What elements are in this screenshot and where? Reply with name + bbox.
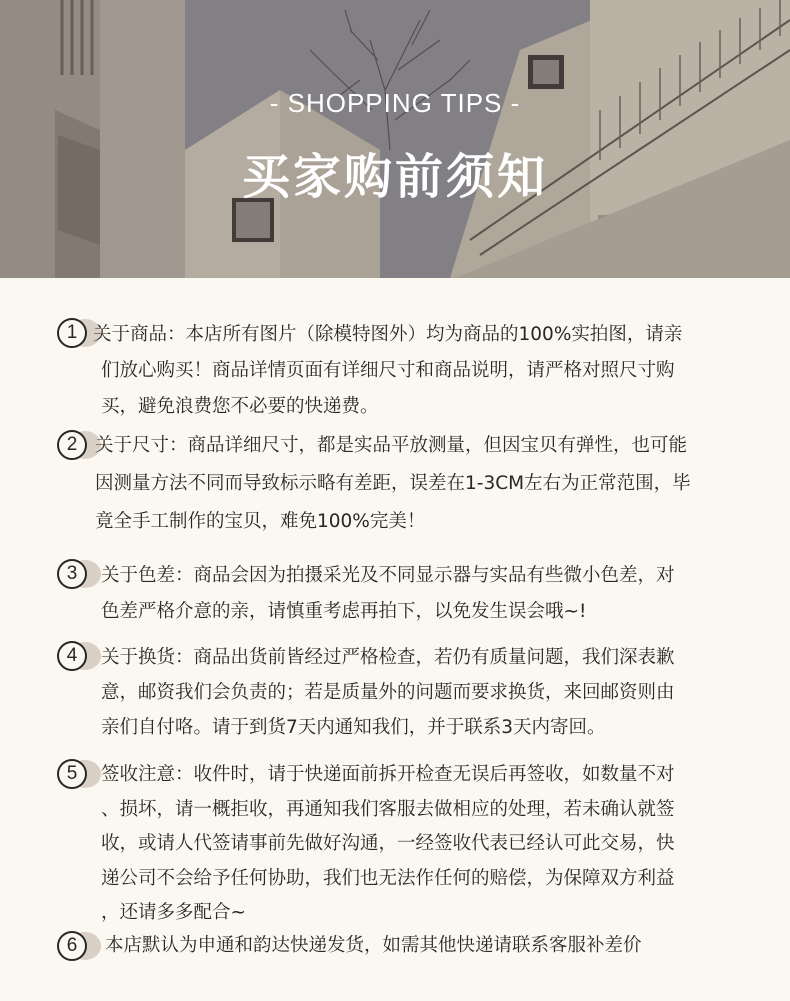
tip-line: 收，或请人代签请事前先做好沟通，一经签收代表已经认可此交易，快	[101, 833, 675, 854]
tip-number-badge: 4	[57, 641, 87, 671]
hero-banner	[0, 0, 790, 278]
tip-text	[93, 317, 753, 425]
tip-line: ，还请多多配合~	[101, 902, 247, 923]
tip-line: 意，邮资我们会负责的；若是质量外的问题而要求换货，来回邮资则由	[101, 682, 675, 703]
tip-text	[105, 929, 765, 963]
tip-line: 买，避免浪费您不必要的快递费。	[101, 396, 379, 417]
hero-title: 买家购前须知	[241, 149, 548, 205]
tip-text	[101, 558, 761, 630]
tip-text	[101, 640, 761, 745]
tip-line: 关于尺寸：商品详细尺寸，都是实品平放测量，但因宝贝有弹性，也可能	[95, 435, 688, 456]
tip-line: 本店默认为申通和韵达快递发货，如需其他快递请联系客服补差价	[105, 935, 642, 956]
tip-number-badge: 2	[57, 430, 87, 460]
tip-text	[95, 427, 755, 541]
tip-line: 色差严格介意的亲，请慎重考虑再拍下，以免发生误会哦~!	[101, 601, 587, 622]
tip-line: 递公司不会给予任何协助，我们也无法作任何的赔偿，为保障双方利益	[101, 867, 675, 889]
tip-number-badge: 1	[57, 318, 87, 348]
tip-number-badge: 6	[57, 931, 87, 961]
tip-line: 竟全手工制作的宝贝，难免100%完美！	[95, 511, 426, 532]
hero-subtitle: - SHOPPING TIPS -	[269, 88, 521, 118]
tip-line: 关于商品：本店所有图片（除模特图外）均为商品的100%实拍图，请亲	[93, 324, 683, 345]
tip-line: 关于换货：商品出货前皆经过严格检查，若仍有质量问题，我们深表歉	[101, 647, 675, 668]
tip-line: 关于色差：商品会因为拍摄采光及不同显示器与实品有些微小色差，对	[101, 565, 675, 586]
tip-line: 签收注意：收件时，请于快递面前拆开检查无误后再签收，如数量不对	[101, 764, 675, 785]
tip-number-badge: 5	[57, 759, 87, 789]
tip-line: 们放心购买！商品详情页面有详细尺寸和商品说明，请严格对照尺寸购	[101, 360, 675, 381]
tip-line: 因测量方法不同而导致标示略有差距，误差在1-3CM左右为正常范围，毕	[95, 473, 691, 494]
tip-line: 亲们自付咯。请于到货7天内通知我们，并于联系3天内寄回。	[101, 717, 606, 738]
tip-line: 、损坏，请一概拒收，再通知我们客服去做相应的处理，若未确认就签	[101, 798, 675, 820]
tip-number-badge: 3	[57, 559, 87, 589]
tip-text	[101, 758, 761, 931]
